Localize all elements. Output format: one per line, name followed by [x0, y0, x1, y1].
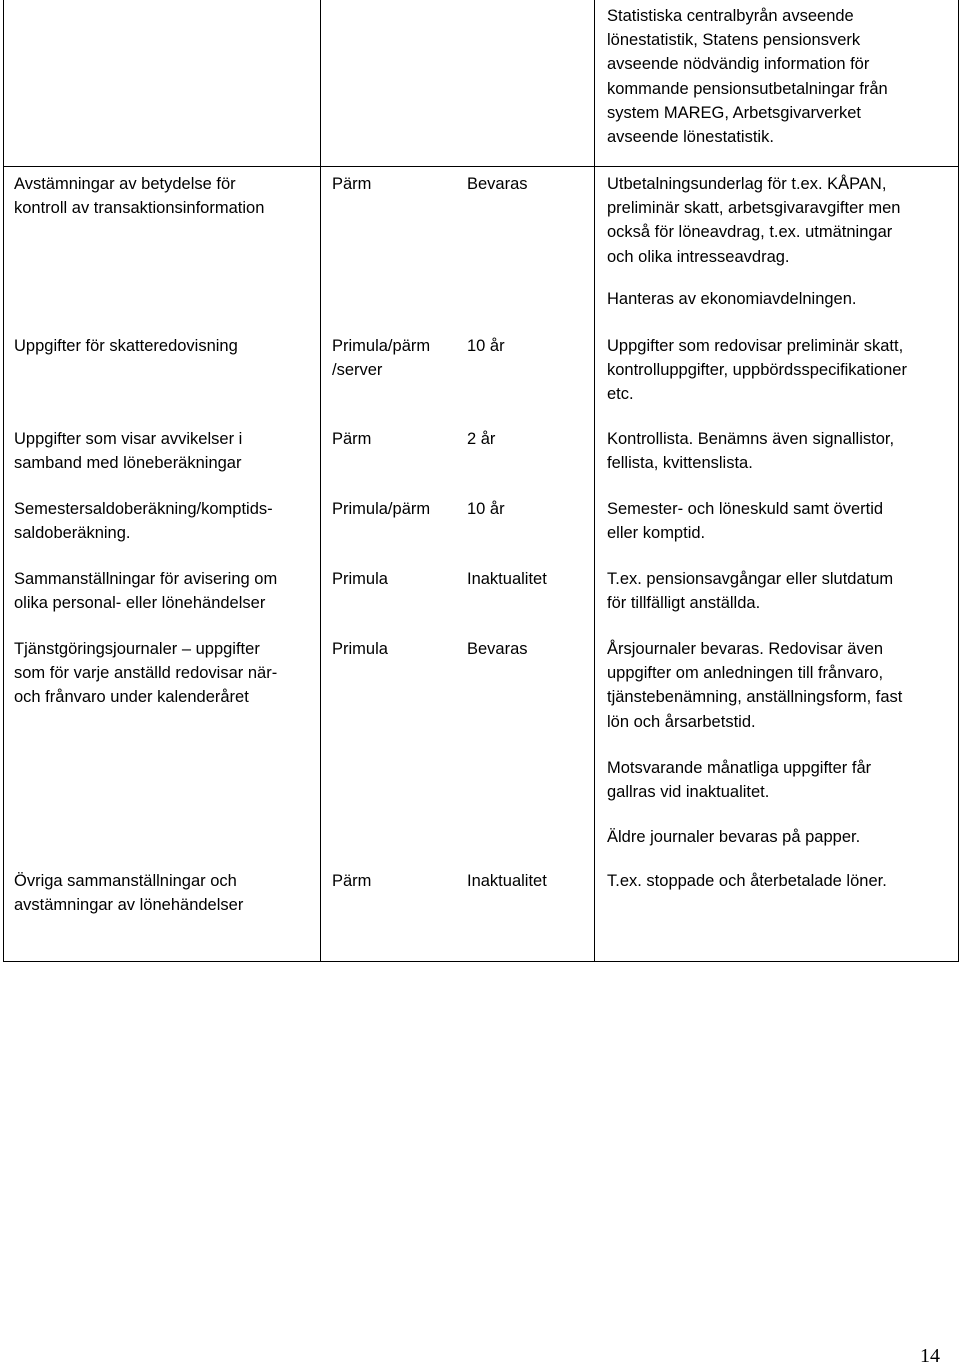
cell-comment: för tillfälligt anställda.	[607, 594, 761, 613]
cell-comment: Statistiska centralbyrån avseende	[607, 7, 854, 25]
cell-medium: Primula/pärm	[332, 500, 431, 518]
table-border-left	[3, 0, 4, 962]
cell-comment: och olika intresseavdrag.	[607, 247, 790, 266]
table-border-right	[958, 0, 959, 962]
cell-comment-note: Motsvarande månatliga uppgifter får	[607, 759, 872, 777]
cell-comment: uppgifter om anledningen till frånvaro,	[607, 664, 884, 683]
cell-medium: Primula/pärm	[332, 337, 431, 355]
cell-comment: Uppgifter som redovisar preliminär skatt,	[607, 337, 904, 355]
cell-comment: också för löneavdrag, t.ex. utmätningar	[607, 223, 893, 242]
cell-description: samband med löneberäkningar	[14, 454, 242, 473]
cell-comment: Kontrollista. Benämns även signallistor,	[607, 430, 895, 448]
cell-retention: Bevaras	[467, 175, 528, 193]
cell-retention: Bevaras	[467, 640, 528, 658]
row-divider	[3, 166, 959, 167]
cell-medium: /server	[332, 361, 383, 380]
cell-description: och frånvaro under kalenderåret	[14, 688, 249, 707]
cell-comment: kommande pensionsutbetalningar från	[607, 79, 888, 98]
cell-description: kontroll av transaktionsinformation	[14, 199, 265, 218]
cell-description: Uppgifter som visar avvikelser i	[14, 430, 243, 448]
cell-comment: fellista, kvittenslista.	[607, 454, 753, 473]
cell-comment: kontrolluppgifter, uppbördsspecifikationer	[607, 361, 907, 380]
cell-comment: Semester- och löneskuld samt övertid	[607, 500, 884, 518]
cell-retention: Inaktualitet	[467, 872, 547, 890]
cell-description: Sammanställningar för avisering om	[14, 570, 278, 588]
cell-description: Tjänstgöringsjournaler – uppgifter	[14, 640, 260, 658]
cell-medium: Primula	[332, 640, 388, 658]
cell-description: avstämningar av lönehändelser	[14, 896, 244, 915]
cell-medium: Pärm	[332, 872, 372, 890]
cell-comment: etc.	[607, 385, 634, 404]
cell-comment: system MAREG, Arbetsgivarverket	[607, 103, 861, 122]
cell-comment: eller komptid.	[607, 524, 706, 543]
cell-comment-note: Hanteras av ekonomiavdelningen.	[607, 290, 857, 308]
cell-comment: T.ex. pensionsavgångar eller slutdatum	[607, 570, 894, 588]
cell-comment: avseende lönestatistik.	[607, 128, 774, 146]
cell-comment: lön och årsarbetstid.	[607, 712, 756, 731]
cell-comment: tjänstebenämning, anställningsform, fast	[607, 688, 903, 707]
cell-comment: T.ex. stoppade och återbetalade löner.	[607, 872, 887, 890]
cell-description: olika personal- eller lönehändelser	[14, 594, 266, 613]
cell-retention: 2 år	[467, 430, 496, 448]
cell-comment: preliminär skatt, arbetsgivaravgifter men	[607, 199, 901, 218]
cell-medium: Pärm	[332, 430, 372, 448]
cell-description: saldoberäkning.	[14, 524, 131, 543]
cell-comment-note: Äldre journaler bevaras på papper.	[607, 828, 861, 846]
cell-comment-note: gallras vid inaktualitet.	[607, 783, 770, 802]
cell-comment: Utbetalningsunderlag för t.ex. KÅPAN,	[607, 175, 887, 193]
table-border-bottom	[3, 961, 959, 962]
cell-description: Semestersaldoberäkning/komptids-	[14, 500, 273, 518]
cell-medium: Pärm	[332, 175, 372, 193]
cell-description: Övriga sammanställningar och	[14, 872, 237, 890]
page-number: 14	[920, 1345, 940, 1367]
cell-description: som för varje anställd redovisar när-	[14, 664, 278, 683]
column-divider	[594, 0, 595, 962]
cell-medium: Primula	[332, 570, 388, 588]
cell-comment: avseende nödvändig information för	[607, 55, 870, 74]
cell-retention: 10 år	[467, 500, 505, 518]
cell-description: Avstämningar av betydelse för	[14, 175, 236, 193]
cell-retention: Inaktualitet	[467, 570, 547, 588]
cell-comment: lönestatistik, Statens pensionsverk	[607, 31, 861, 50]
column-divider	[320, 0, 321, 962]
cell-comment: Årsjournaler bevaras. Redovisar även	[607, 640, 884, 658]
cell-description: Uppgifter för skatteredovisning	[14, 337, 238, 355]
cell-retention: 10 år	[467, 337, 505, 355]
